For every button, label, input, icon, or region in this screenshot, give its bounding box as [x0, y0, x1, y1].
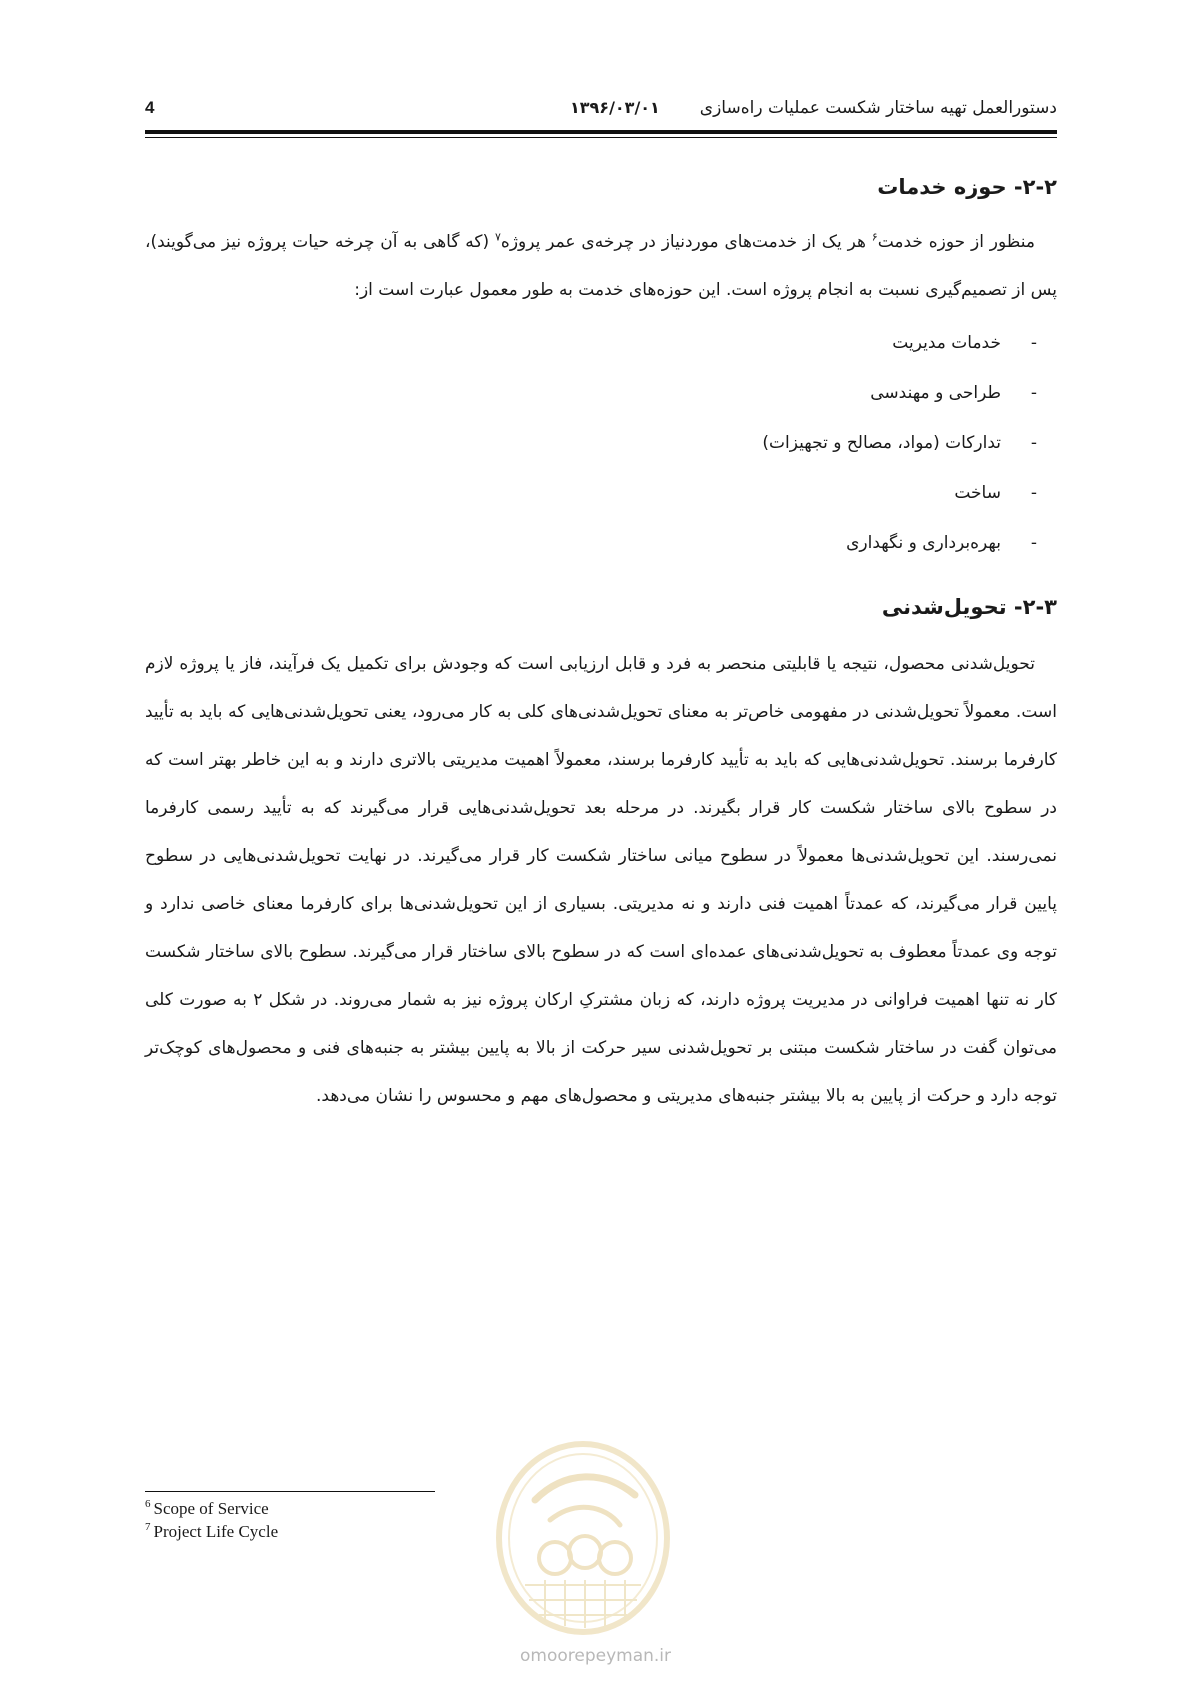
page-header: [145, 98, 1057, 122]
header-title: دستورالعمل تهیه ساختار شکست عملیات راه‌سازی: [699, 98, 1057, 118]
footnote-text: Scope of Service: [153, 1499, 269, 1518]
list-item: [145, 318, 1037, 368]
list-item-text: طراحی و مهندسی: [870, 383, 1001, 403]
footnote-7: [145, 1520, 278, 1543]
list-item: [145, 518, 1037, 568]
watermark-logo-icon: [495, 1440, 671, 1636]
header-rule-thin: [145, 137, 1057, 138]
header-date: ۱۳۹۶/۰۳/۰۱: [570, 98, 660, 117]
list-item-text: بهره‌برداری و نگهداری: [846, 533, 1001, 553]
bullet-dash: -: [1030, 533, 1037, 553]
bullet-dash: -: [1030, 333, 1037, 353]
list-item: [145, 468, 1037, 518]
service-scope-list: [145, 318, 1057, 568]
footnotes: [145, 1497, 278, 1543]
page-content: [145, 170, 1057, 1120]
footnote-ref-6[interactable]: ۶: [871, 230, 878, 244]
list-item: [145, 418, 1037, 468]
bullet-dash: -: [1030, 433, 1037, 453]
intro-text-1: منظور از حوزه خدمت: [877, 232, 1035, 252]
footnote-6: [145, 1497, 278, 1520]
section-heading-2-2: ۲-۲- حوزه خدمات: [877, 175, 1057, 199]
footnote-number: 6: [145, 1498, 151, 1511]
footnote-number: 7: [145, 1521, 151, 1534]
list-item: [145, 368, 1037, 418]
list-item-text: تدارکات (مواد، مصالح و تجهیزات): [762, 433, 1001, 453]
bullet-dash: -: [1030, 383, 1037, 403]
list-item-text: ساخت: [954, 483, 1001, 503]
section-heading-2-3: ۲-۳- تحویل‌شدنی: [881, 595, 1057, 619]
watermark-url-text: omoorepeyman.ir: [519, 1646, 672, 1666]
header-rule-thick: [145, 130, 1057, 134]
intro-text-3: (که گاهی به آن چرخه حیات پروژه نیز می‌گویند)، پس از تصمیم‌گیری نسبت به انجام پروژه است. این حوزه‌های خدمت به طور معمول عبارت است از:: [145, 232, 1057, 300]
footnote-text: Project Life Cycle: [153, 1522, 279, 1541]
intro-text-2: هر یک از خدمت‌های موردنیاز در چرخه‌ی عمر پروژه: [500, 232, 872, 252]
section-2-3-paragraph: تحویل‌شدنی محصول، نتیجه یا قابلیتی منحصر به فرد و قابل ارزیابی است که وجودش برای تکمیل یک فرآیند، فاز یا پروژه لازم است. معمولاً تحویل‌شدنی در مفهومی خاص‌تر به معنای تحویل‌شدنی‌های کلی به کار می‌رود، یعنی تحویل‌شدنی‌هایی که باید به تأیید کارفرما برسند. تحویل‌شدنی‌هایی که باید به تأیید کارفرما برسند، معمولاً اهمیت مدیریتی بالاتری دارند و به این خاطر بهتر است که در سطوح بالای ساختار شکست کار قرار بگیرند. در مرحله بعد تحویل‌شدنی‌هایی قرار می‌گیرند که به تأیید رسمی کارفرما نمی‌رسند. این تحویل‌شدنی‌ها معمولاً در سطوح میانی ساختار شکست کار قرار می‌گیرند. در نهایت تحویل‌شدنی‌هایی در سطوح پایین قرار می‌گیرند، که عمدتاً اهمیت فنی دارند و نه مدیریتی. بسیاری از این تحویل‌شدنی‌ها برای کارفرما معنای خاصی ندارد و توجه وی عمدتاً معطوف به تحویل‌شدنی‌های عمده‌ای است که در سطوح بالای ساختار قرار می‌گیرند. سطوح بالای ساختار شکست کار نه تنها اهمیت فراوانی در مدیریت پروژه دارند، که زبان مشترکِ ارکان پروژه نیز به شمار می‌روند. در شکل ۲ به صورت کلی می‌توان گفت در ساختار شکست مبتنی بر تحویل‌شدنی سیر حرکت از بالا به پایین بیشتر به جنبه‌های فنی و محصول‌های کوچک‌تر توجه دارد و حرکت از پایین به بالا بیشتر جنبه‌های مدیریتی و محصول‌های مهم و محسوس را نشان می‌دهد.: [145, 654, 1057, 1106]
page-number: 4: [145, 98, 155, 117]
section-2-2-intro: [145, 218, 1057, 314]
bullet-dash: -: [1030, 483, 1037, 503]
footnote-separator: [145, 1491, 435, 1492]
footnote-ref-7[interactable]: ۷: [495, 230, 501, 244]
watermark-url: [0, 1646, 1191, 1666]
list-item-text: خدمات مدیریت: [892, 333, 1001, 353]
